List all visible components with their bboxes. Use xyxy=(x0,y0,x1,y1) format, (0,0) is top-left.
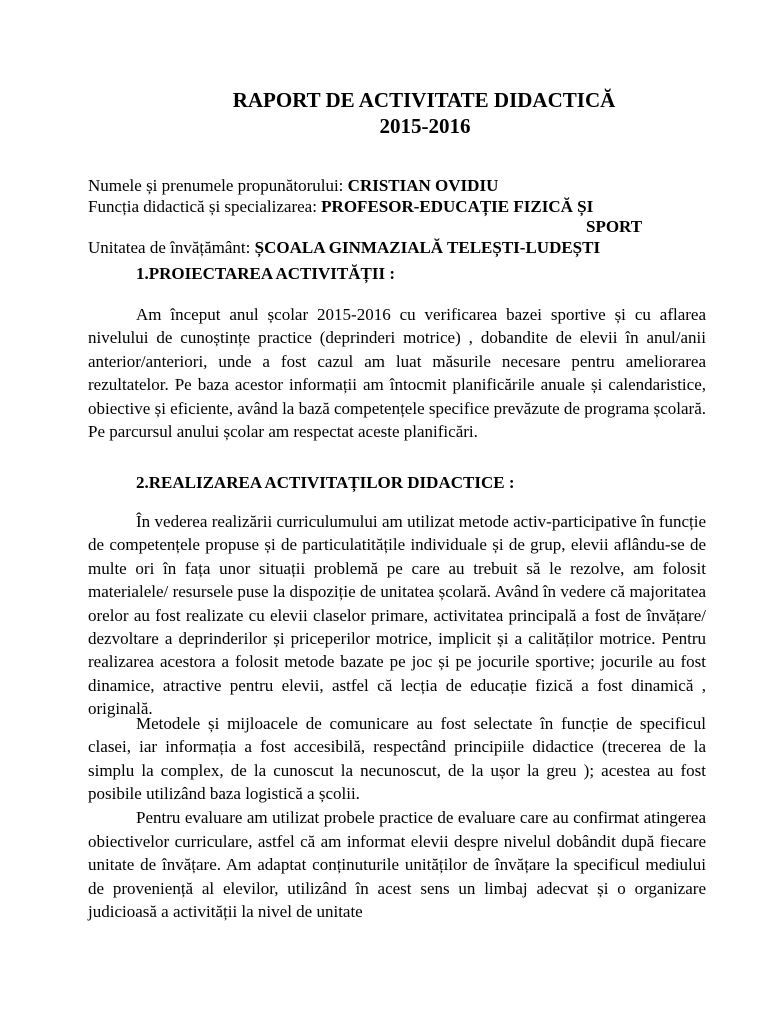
author-unit-value: ȘCOALA GINMAZIALĂ TELEȘTI-LUDEȘTI xyxy=(254,237,601,257)
author-unit-label: Unitatea de învățământ: xyxy=(88,237,255,257)
section-2-paragraph-2: Metodele și mijloacele de comunicare au fost selectate în funcție de specificul clasei, iar informația a fost accesibilă, respectând principiile didactice (trecerea de la simplu la complex, de la cunoscut la necunoscut, de la ușor la greu ); acestea au fost posibile utilizând baza logistică a școlii. xyxy=(88,714,706,804)
report-title: RAPORT DE ACTIVITATE DIDACTICĂ xyxy=(232,88,616,112)
author-function-label: Funcția didactică și specializarea: xyxy=(88,196,322,216)
author-unit-line xyxy=(88,238,728,259)
author-name-label: Numele și prenumele propunătorului: xyxy=(88,176,348,195)
author-function-value: PROFESOR-EDUCAȚIE FIZICĂ ȘI xyxy=(321,196,594,216)
author-function-value-continued: SPORT xyxy=(586,217,643,236)
author-function-line xyxy=(88,197,728,218)
author-name-value: CRISTIAN OVIDIU xyxy=(347,176,499,195)
section-2-paragraph-3: Pentru evaluare am utilizat probele practice de evaluare care au confirmat atingerea obiectivelor curriculare, astfel că am informat elevii despre nivelul dobândit după fiecare unitate de învățare. Am adaptat conținuturile unităților de învățare la specificul mediului de proveniență al elevilor, utilizând în acest sens un limbaj adecvat și o organizare judicioasă a activității la nivel de unitate xyxy=(88,808,706,922)
section-heading-proiectarea: 1.PROIECTAREA ACTIVITĂȚII : xyxy=(136,264,395,283)
section-2-paragraph-1: În vederea realizării curriculumului am utilizat metode activ-participative în funcție de competențele propuse și de particulatitățile individuale și de grup, elevii aflându-se de multe ori în fața unor situații problemă pe care au trebuit să le rezolve, am folosit materialele/ resursele puse la dispoziție de unitatea școlară. Având în vedere că majoritatea orelor au fost realizate cu elevii claselor primare, activitatea principală a fost de învățare/ dezvoltare a deprinderilor și priceperilor motrice, implicit și a calităților motrice. Pentru realizarea acestora a folosit metode bazate pe joc și pe jocurile sportive; jocurile au fost dinamice, atractive pentru elevii, astfel că lecția de educație fizică a fost dinamică , originală. xyxy=(88,512,706,719)
report-year: 2015-2016 xyxy=(379,114,471,138)
section-1-paragraph: Am început anul școlar 2015-2016 cu verificarea bazei sportive și cu aflarea nivelului de cunoștințe practice (deprinderi motrice) , dobandite de elevii în anul/anii anterior/anteriori, unde a fost cazul am luat măsurile necesare pentru ameliorarea rezultatelor. Pe baza acestor informații am întocmit planificările anuale și calendaristice, obiective și eficiente, având la bază competențele specifice prevăzute de programa școlară. Pe parcursul anului școlar am respectat aceste planificări. xyxy=(88,305,706,442)
author-info xyxy=(88,176,728,258)
section-heading-realizarea: 2.REALIZAREA ACTIVITAȚILOR DIDACTICE : xyxy=(136,473,515,492)
author-name-line xyxy=(88,176,728,197)
